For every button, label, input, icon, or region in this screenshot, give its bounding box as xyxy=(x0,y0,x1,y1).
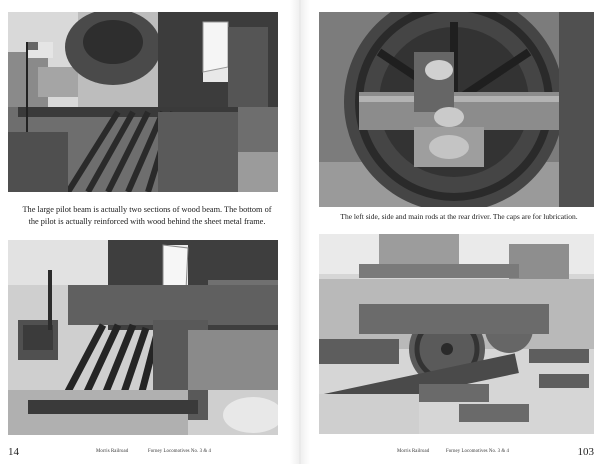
photo-driver-wheel-rods-image xyxy=(319,12,594,207)
left-running-head-title: Forney Locomotives No. 3 & 4 xyxy=(148,449,212,454)
left-caption: The large pilot beam is actually two sections of wood beam. The bottom of the pilot is actually reinforced with wood behind the sheet metal frame. xyxy=(22,205,272,226)
right-caption: The left side, side and main rods at the rear driver. The caps are for lubrication. xyxy=(340,212,578,221)
left-page xyxy=(0,0,290,464)
left-running-head-publisher: Morris Railroad xyxy=(96,449,129,454)
right-page-number: 103 xyxy=(577,446,594,458)
photo-pilot-closeup xyxy=(8,240,278,435)
right-running-head-publisher: Morris Railroad xyxy=(397,449,430,454)
photo-running-gear-cribbing-image xyxy=(319,234,594,434)
photo-running-gear-cribbing xyxy=(319,234,594,434)
left-page-number: 14 xyxy=(8,446,19,458)
photo-pilot-closeup-image xyxy=(8,240,278,435)
right-page xyxy=(310,0,600,464)
photo-pilot-beam-flag xyxy=(8,12,278,192)
photo-driver-wheel-rods xyxy=(319,12,594,207)
book-gutter xyxy=(290,0,310,464)
right-running-head-title: Forney Locomotives No. 3 & 4 xyxy=(446,449,510,454)
photo-pilot-beam-flag-image xyxy=(8,12,278,192)
